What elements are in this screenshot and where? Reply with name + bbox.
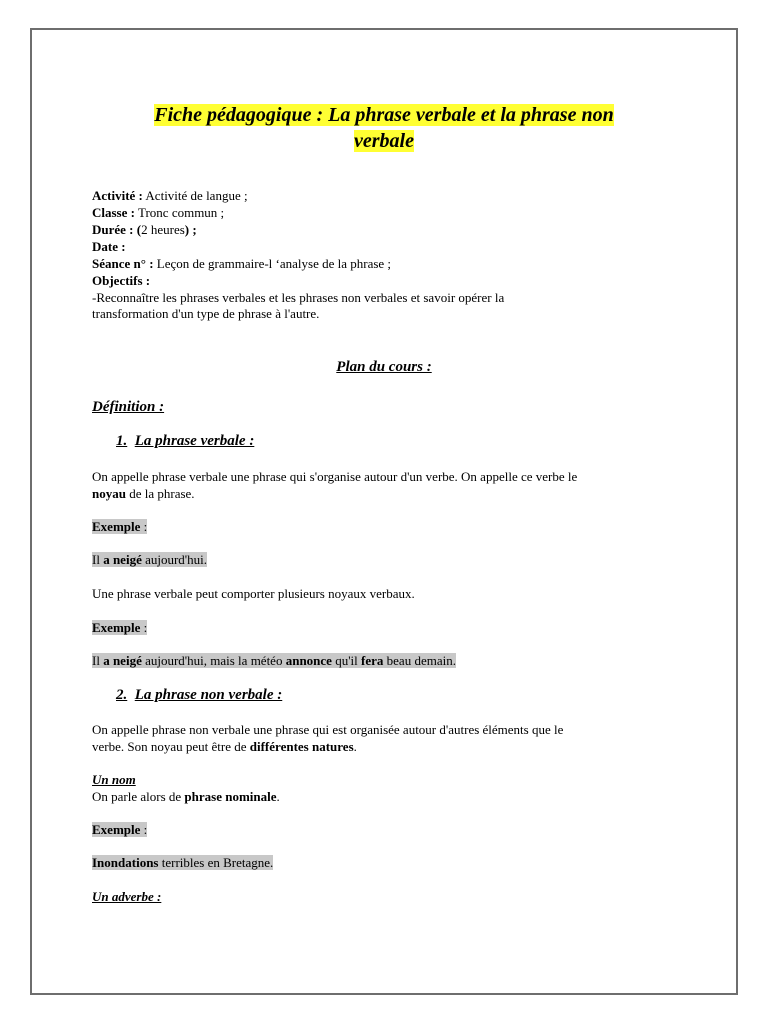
section1-heading (116, 433, 254, 450)
definition-label: Définition : (92, 399, 165, 415)
ex2-e: qu'il (331, 653, 362, 668)
section1-title: La phrase verbale : (134, 433, 255, 449)
s1-exemple2 (92, 620, 147, 636)
s1-para1-line2 (92, 486, 195, 502)
s2-exemple (92, 822, 147, 838)
document-title (92, 102, 676, 154)
objectifs-line-2: transformation d'un type de phrase à l'autre. (92, 306, 320, 321)
info-objectifs (92, 273, 150, 289)
definition-heading (92, 399, 164, 416)
s1-exemple1-colon: : (140, 519, 148, 534)
s1-para2: Une phrase verbale peut comporter plusieurs noyaux verbaux. (92, 586, 415, 601)
title-line-2: verbale (354, 130, 414, 152)
s1-exemple2-colon: : (140, 620, 148, 635)
objectifs-line-1: -Reconnaître les phrases verbales et les phrases non verbales et savoir opérer la (92, 290, 505, 305)
un-adverbe-heading: Un adverbe : (92, 889, 162, 904)
duree-value: 2 heures (141, 222, 185, 237)
classe-value: Tronc commun ; (134, 205, 225, 220)
s2-example-sentence (92, 855, 273, 871)
section1-number: 1. (116, 433, 128, 449)
ex1-b: a neigé (103, 552, 142, 567)
s1-exemple1 (92, 519, 147, 535)
info-duree (92, 222, 197, 238)
s2-exemple-colon: : (140, 822, 148, 837)
un-nom-heading: Un nom (92, 772, 136, 787)
section2-heading (116, 687, 282, 704)
duree-end: ) ; (184, 222, 197, 237)
nominale-c: . (276, 789, 280, 804)
page-border (30, 28, 738, 995)
seance-value: Leçon de grammaire-l ‘analyse de la phrase ; (153, 256, 392, 271)
info-classe (92, 205, 224, 221)
s2-para1-end: . (353, 739, 357, 754)
ex2-f: fera (361, 653, 384, 668)
activite-label: Activité : (92, 188, 143, 203)
nominale-a: On parle alors de (92, 789, 185, 804)
objectifs-label: Objectifs : (92, 273, 151, 288)
ex1-c: aujourd'hui. (141, 552, 208, 567)
seance-label: Séance n° : (92, 256, 154, 271)
s2-differentes-natures: différentes natures (249, 739, 354, 754)
title-line-1: Fiche pédagogique : La phrase verbale et la phrase non (154, 104, 614, 126)
ex2-g: beau demain. (383, 653, 456, 668)
s1-example-sentence-1 (92, 552, 207, 568)
s2-para1-line2a: verbe. Son noyau peut être de (92, 739, 250, 754)
s1-example-sentence-2 (92, 653, 456, 669)
s1-exemple2-label: Exemple (92, 620, 141, 635)
info-seance (92, 256, 391, 272)
info-activite (92, 188, 248, 204)
ex2-c: aujourd'hui, mais la météo (141, 653, 286, 668)
duree-label: Durée : ( (92, 222, 142, 237)
date-label: Date : (92, 239, 126, 254)
section2-title: La phrase non verbale : (134, 687, 283, 703)
section2-number: 2. (116, 687, 128, 703)
s1-noyau: noyau (92, 486, 126, 501)
ex2-a: Il (92, 653, 104, 668)
s2-ex-a: Inondations (92, 855, 159, 870)
ex1-a: Il (92, 552, 104, 567)
s2-para1-line1: On appelle phrase non verbale une phrase qui est organisée autour d'autres éléments que le (92, 722, 564, 737)
s2-ex-b: terribles en Bretagne. (158, 855, 274, 870)
plan-heading: Plan du cours : (336, 359, 432, 375)
s2-exemple-label: Exemple (92, 822, 141, 837)
s2-para1-line2 (92, 739, 357, 755)
s1-para1-line1: On appelle phrase verbale une phrase qui s'organise autour d'un verbe. On appelle ce verbe le (92, 469, 578, 484)
classe-label: Classe : (92, 205, 135, 220)
s2-nominale (92, 789, 280, 805)
s1-para1-rest: de la phrase. (125, 486, 195, 501)
activite-value: Activité de langue ; (142, 188, 248, 203)
ex2-b: a neigé (103, 653, 142, 668)
ex2-d: annonce (285, 653, 332, 668)
info-date (92, 239, 126, 255)
s1-exemple1-label: Exemple (92, 519, 141, 534)
nominale-b: phrase nominale (184, 789, 277, 804)
